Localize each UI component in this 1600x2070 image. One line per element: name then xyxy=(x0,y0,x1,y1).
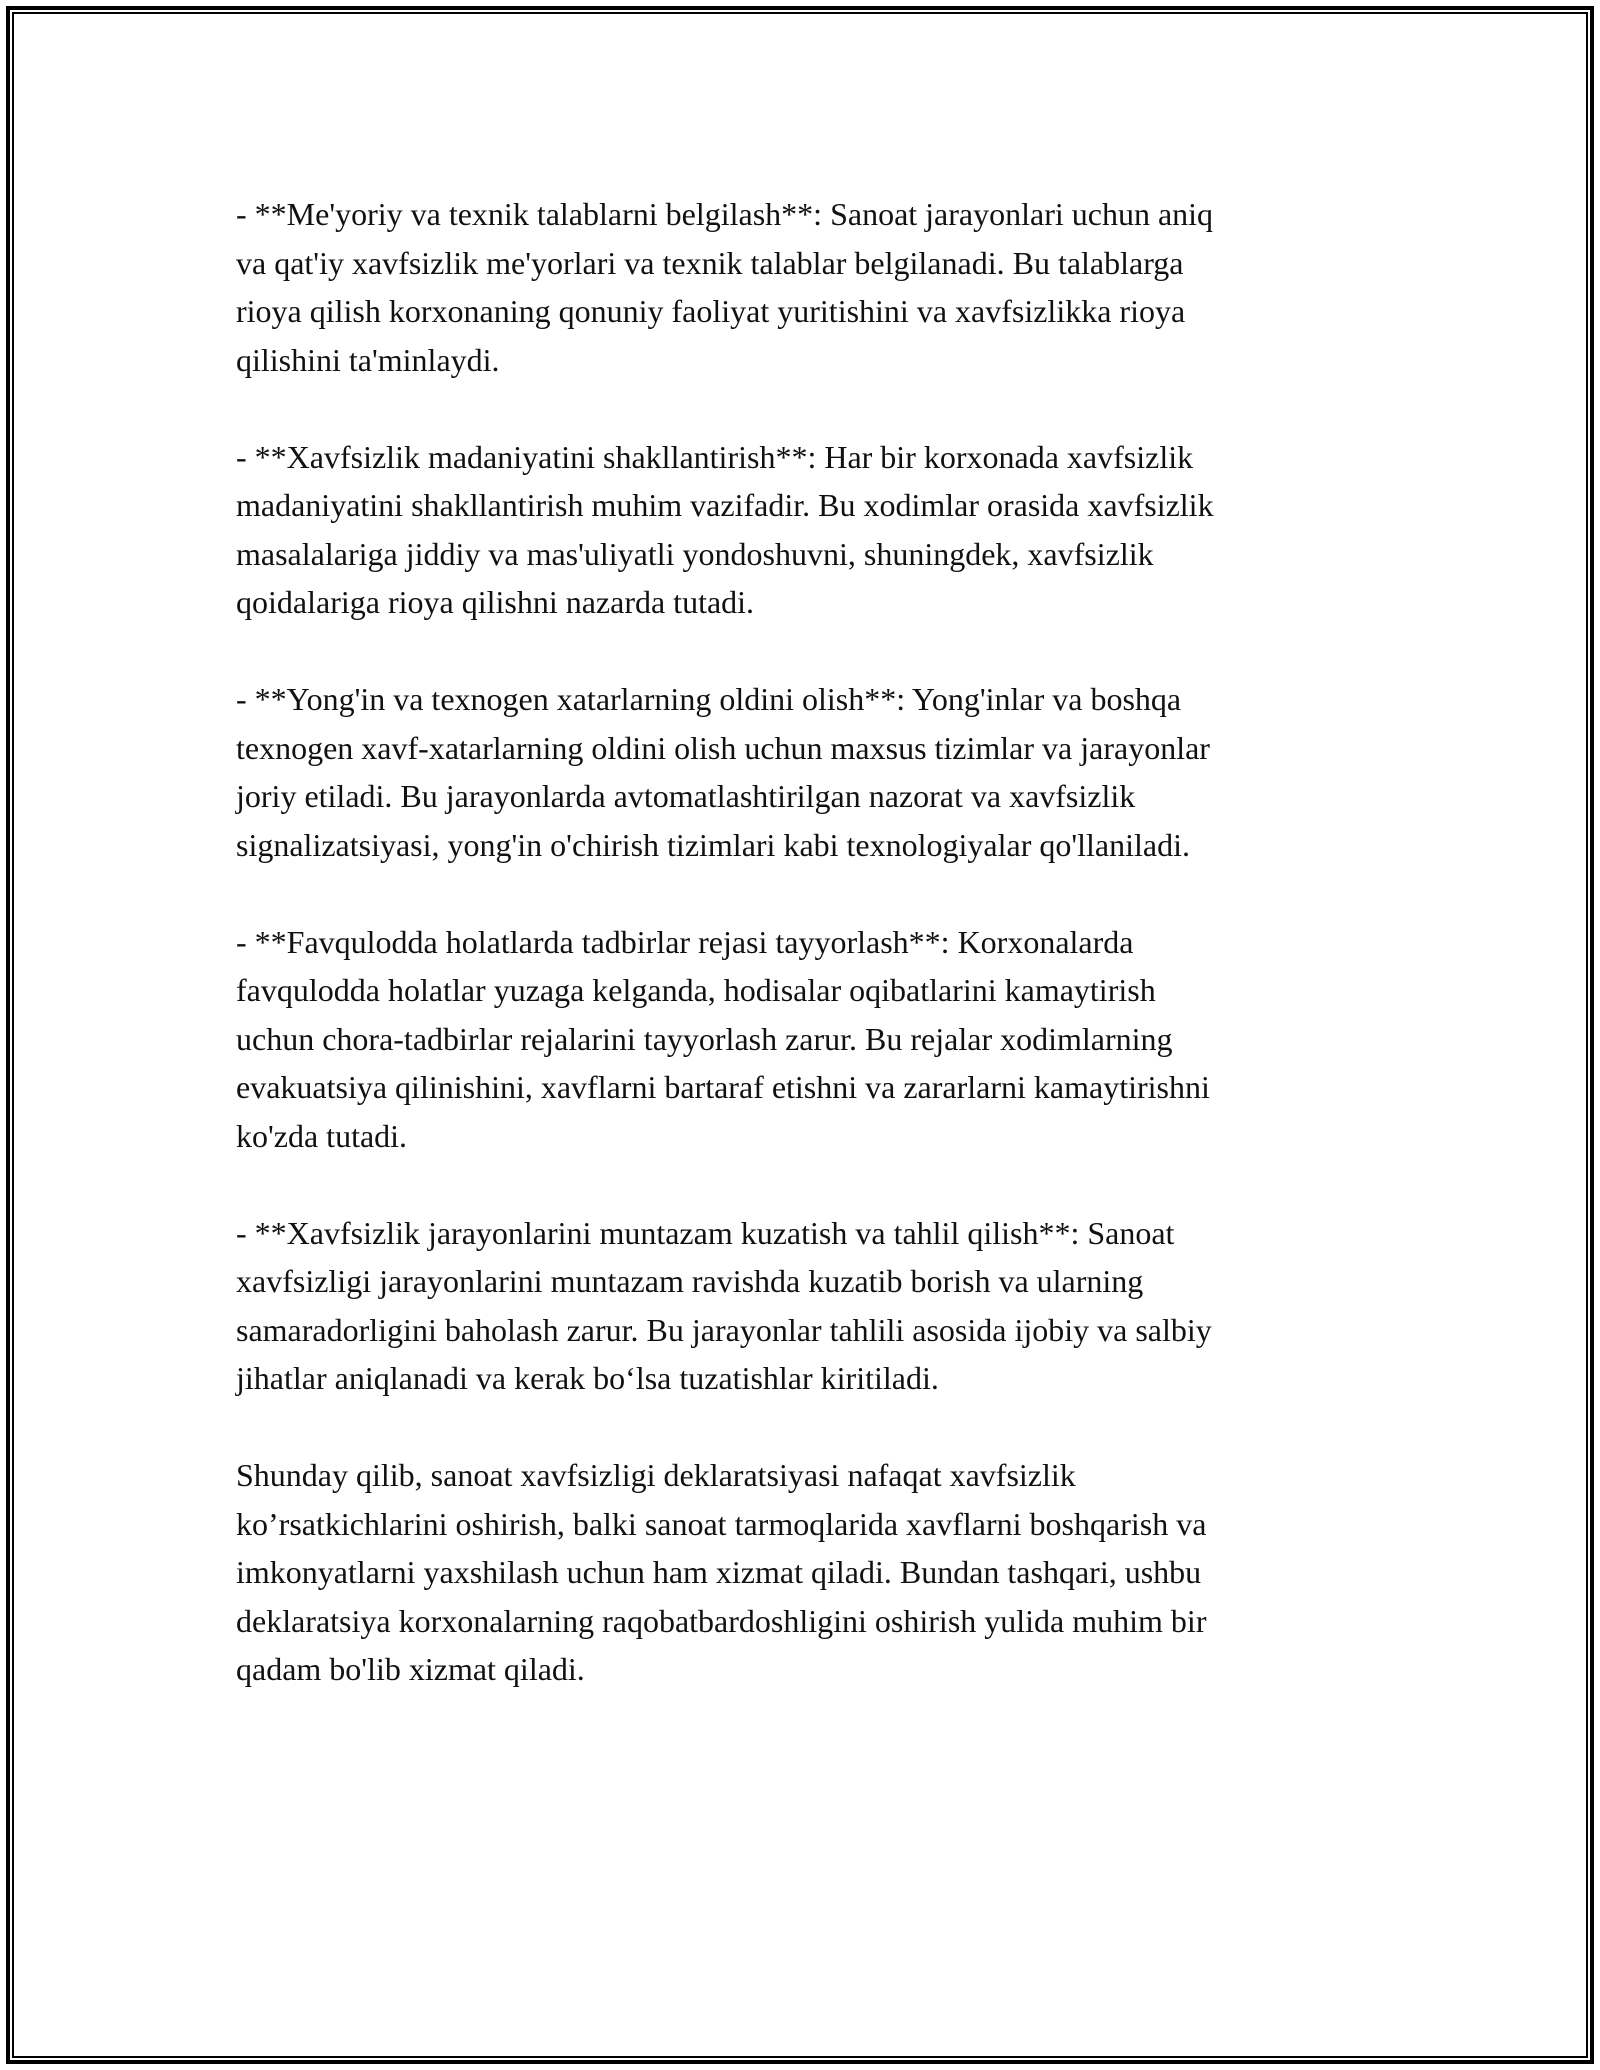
paragraph-fire-prevention: - **Yong'in va texnogen xatarlarning oldini olish**: Yong'inlar va boshqa texnogen xavf-xatarlarning oldini olish uchun maxsus tizimlar va jarayonlar joriy etiladi. Bu jarayonlarda avtomatlashtirilgan nazorat va xavfsizlik signalizatsiyasi, yong'in o'chirish tizimlari kabi texnologiyalar qo'llaniladi. xyxy=(236,681,1210,863)
document-body xyxy=(236,190,1376,1694)
paragraph-regulatory-requirements: - **Me'yoriy va texnik talablarni belgilash**: Sanoat jarayonlari uchun aniq va qat'iy xavfsizlik me'yorlari va texnik talablar belgilanadi. Bu talablarga rioya qilish korxonaning qonuniy faoliyat yuritishini va xavfsizlikka rioya qilishini ta'minlaydi. xyxy=(236,196,1214,378)
paragraph-conclusion: Shunday qilib, sanoat xavfsizligi deklaratsiyasi nafaqat xavfsizlik ko’rsatkichlarini oshirish, balki sanoat tarmoqlarida xavflarni boshqarish va imkonyatlarni yaxshilash uchun ham xizmat qiladi. Bundan tashqari, ushbu deklaratsiya korxonalarning raqobatbardoshligini oshirish yulida muhim bir qadam bo'lib xizmat qiladi. xyxy=(236,1457,1207,1687)
paragraph-emergency-plans: - **Favqulodda holatlarda tadbirlar rejasi tayyorlash**: Korxonalarda favqulodda holatlar yuzaga kelganda, hodisalar oqibatlarini kamaytirish uchun chora-tadbirlar rejalarini tayyorlash zarur. Bu rejalar xodimlarning evakuatsiya qilinishini, xavflarni bartaraf etishni va zararlarni kamaytirishni ko'zda tutadi. xyxy=(236,923,1210,1154)
paragraph-safety-culture: - **Xavfsizlik madaniyatini shakllantirish**: Har bir korxonada xavfsizlik madaniyatini shakllantirish muhim vazifadir. Bu xodimlar orasida xavfsizlik masalalariga jiddiy va mas'uliyatli yondoshuvni, shuningdek, xavfsizlik qoidalariga rioya qilishni nazarda tutadi. xyxy=(236,438,1214,620)
paragraph-monitoring-analysis: - **Xavfsizlik jarayonlarini muntazam kuzatish va tahlil qilish**: Sanoat xavfsizligi jarayonlarini muntazam ravishda kuzatib borish va ularning samaradorligini baholash zarur. Bu jarayonlar tahlili asosida ijobiy va salbiy jihatlar aniqlanadi va kerak bo‘lsa tuzatishlar kiritiladi. xyxy=(236,1214,1212,1396)
